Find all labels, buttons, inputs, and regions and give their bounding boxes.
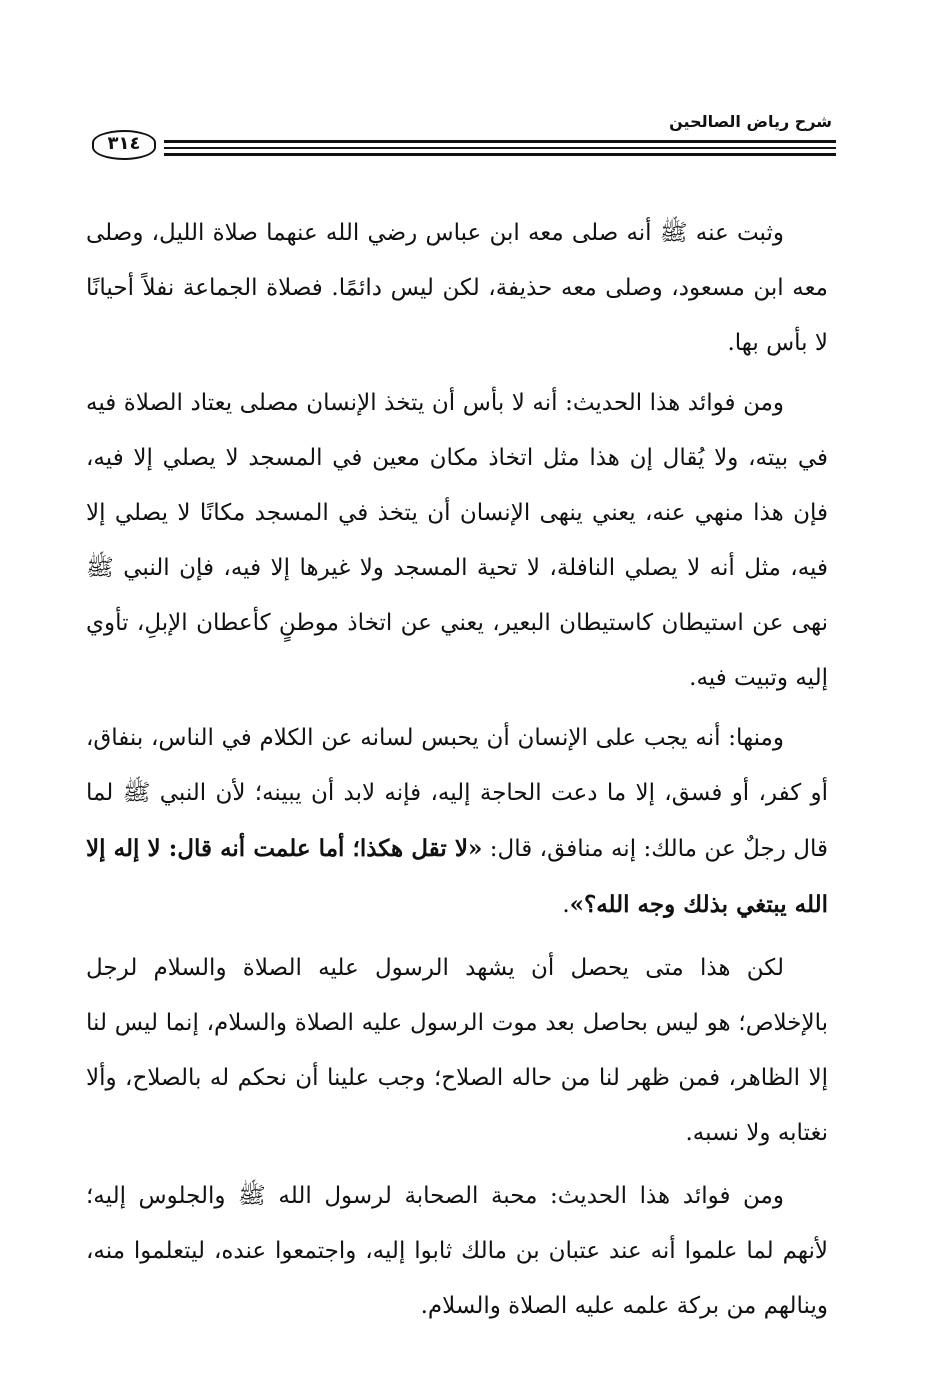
page-header: [84, 112, 836, 162]
paragraph: ومن فوائد هذا الحديث: أنه لا بأس أن يتخذ الإنسان مصلى يعتاد الصلاة فيه في بيته، ولا يُقال إن هذا مثل اتخاذ مكان معين في المسجد لا يصلي إلا فيه، فإن هذا منهي عنه، يعني ينهى الإنسان أن يتخذ في المسجد مكانًا لا يصلي إلا فيه، مثل أنه لا يصلي النافلة، لا تحية المسجد ولا غيرها إلا فيه، فإن النبي ﷺ نهى عن استيطان كاستيطان البعير، يعني عن اتخاذ موطنٍ كأعطان الإبلِ، تأوي إليه وتبيت فيه.: [86, 390, 828, 691]
hadith-quote: «لا تقل هكذا؛ أما علمت أنه قال: لا إله إلا الله يبتغي بذلك وجه الله؟»: [86, 835, 828, 918]
header-rule: [164, 147, 836, 149]
paragraph: [86, 711, 828, 933]
paragraph: لكن هذا متى يحصل أن يشهد الرسول عليه الصلاة والسلام لرجل بالإخلاص؛ هو ليس بحاصل بعد موت الرسول عليه الصلاة والسلام، إنما ليس لنا إلا الظاهر، فمن ظهر لنا من حاله الصلاح؛ وجب علينا أن نحكم له بالصلاح، وألا نغتابه ولا نسبه.: [86, 955, 828, 1146]
header-rule: [164, 153, 836, 156]
page-body: [86, 206, 828, 1342]
paragraph: ومن فوائد هذا الحديث: محبة الصحابة لرسول الله ﷺ والجلوس إليه؛ لأنهم لما علموا أنه عند عتبان بن مالك ثابوا إليه، واجتمعوا عنده، ليتعلموا منه، وينالهم من بركة علمه عليه الصلاة والسلام.: [86, 1183, 828, 1319]
paragraph: وثبت عنه ﷺ أنه صلى معه ابن عباس رضي الله عنهما صلاة الليل، وصلى معه ابن مسعود، وصلى معه حذيفة، لكن ليس دائمًا. فصلاة الجماعة نفلاً أحيانًا لا بأس بها.: [86, 220, 828, 356]
book-title: شرح رياض الصالحين: [669, 112, 832, 131]
paragraph-text: .: [562, 892, 570, 918]
header-rule: [164, 140, 836, 143]
paragraph-text: ومنها: أنه يجب على الإنسان أن يحبس لسانه عن الكلام في الناس، بنفاق، أو كفر، أو فسق، إلا ما دعت الحاجة إليه، فإنه لابد أن يبينه؛ لأن النبي ﷺ لما قال رجلٌ عن مالك: إنه منافق، قال:: [86, 725, 828, 862]
page-number: ٣١٤: [92, 130, 157, 160]
page-number-badge: [84, 128, 164, 162]
